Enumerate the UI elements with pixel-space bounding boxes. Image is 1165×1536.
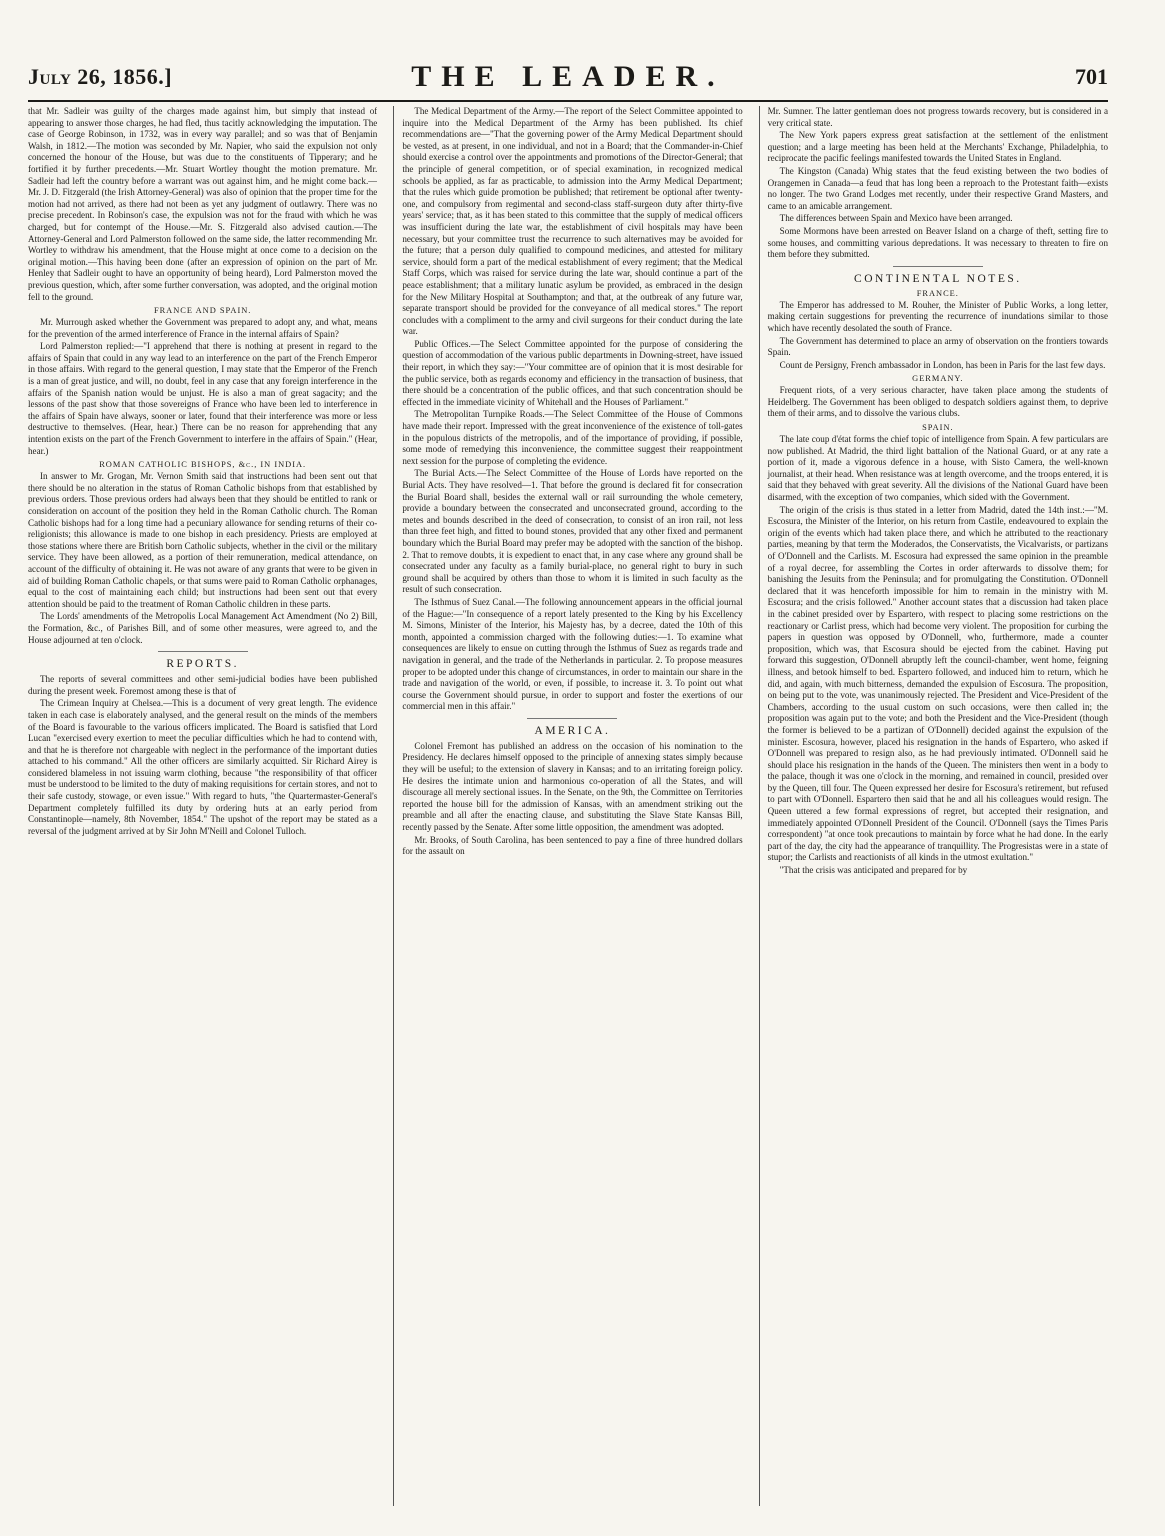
section-subheading: ROMAN CATHOLIC BISHOPS, &c., IN INDIA. — [99, 460, 307, 470]
article-paragraph: The New York papers express great satisfaction at the settlement of the enlistment question; and a large meeting has been held at the Merchants' Exchange, Philadelphia, to reciprocate the pacific feelings manifested towards the United States in England. — [767, 130, 1108, 164]
article-paragraph: Mr. Brooks, of South Carolina, has been sentenced to pay a fine of three hundred dollars for the assault on — [402, 834, 743, 857]
article-paragraph: Mr. Sumner. The latter gentleman does not progress towards recovery, but is considered in a very critical state. — [767, 106, 1108, 128]
article-paragraph: In answer to Mr. Grogan, Mr. Vernon Smith said that instructions had been sent out that there should be no alteration in the status of Roman Catholic bishops from that established by previous orders. Those previous orders had always been that they should be entitled to rank or consideration on account of the position they held in the Roman Catholic church. The Roman Catholic bishops had for a long time had a pecuniary allowance for sending returns of their co-religionists; this allowance is made to one bishop in each presidency. Priests are employed at those stations where there are British born Catholic subjects, whether in the civil or the military service. They have been allowed, as a portion of their remuneration, medical attendance, on account of the difficulty of obtaining it. He was not aware of any grants that were to be given in aid of building Roman Catholic chapels, or that sums were paid to Roman Catholic orphanages, equal to the cost of maintaining each child; but instructions had been sent out that every attention should be paid to the treatment of Roman Catholic children in these parts. — [28, 471, 378, 609]
issue-date: July 26, 1856.] — [28, 64, 173, 89]
article-paragraph: The origin of the crisis is thus stated in a letter from Madrid, dated the 14th inst.:—"M. Escosura, the Minister of the Interior, on his return from Castile, endeavoured to explain the origin of the events which had taken place there, and which he attributed to the reactionary parties, meaning by that term the Moderados, the Conservatists, the Vicalvarists, or partizans of O'Donnell and the Carlists. M. Escosura had expressed the same opinion in the preamble of a royal decree, for assembling the Cortes in order afterwards to dissolve them; for banishing the Jesuits from the Peninsula; and for promulgating the Constitution. O'Donnell declared that it was henceforth impossible for him to remain in the ministry with M. Escosura; and the crisis followed." Another account states that a discussion had taken place in the cabinet presided over by Espartero, with respect to placing some restrictions on the reactionary or Carlist press, which had become very violent. The proposition for curbing the papers in question was opposed by O'Donnell, who, furthermore, made a counter proposition, which was, that Escosura should be ejected from the cabinet. Having put forward this suggestion, O'Donnell abruptly left the council-chamber, went home, feigning illness, and betook himself to bed. Espartero followed, and induced him to return, which he did, and again, with much bitterness, demanded the expulsion of Escosura. The proposition, on being put to the vote, was unanimously rejected. The President and Vice-President of the Chambers, according to the usual custom on such occasions, were then called in; the proposition was again put to the vote; and both the President and the Vice-President (though the former is believed to be a partizan of O'Donnell) decided against the expulsion of the minister. Escosura, however, placed his resignation in the hands of Espartero, who asked if O'Donnell was prepared to resign also, as he had previously intimated. O'Donnell said he should place his resignation in the hands of the Queen. The ministers then went in a body to the palace, though it was one o'clock in the morning, and remained in council, presided over by the Queen, till four. The Queen expressed her desire for Escosura's retirement, but refused to part with O'Donnell. Espartero then said that he and all his colleagues would resign. The Queen uttered a few formal expressions of regret, but accepted their resignation, and immediately appointed O'Donnell President of the Council. O'Donnell (says the Times Paris correspondent) "at once took precautions to maintain by force what he had done. In the early part of the day, the city had the appearance of tranquillity. The Progresistas were in a state of stupor; the Carlists and reactionists of all kinds in the utmost exultation." — [767, 504, 1108, 863]
section-subheading: SPAIN. — [922, 423, 954, 433]
section-divider — [158, 651, 248, 652]
section-heading: AMERICA. — [534, 724, 611, 737]
column-2 — [393, 106, 742, 1506]
article-paragraph: The late coup d'état forms the chief topic of intelligence from Spain. A few particulars are now published. At Madrid, the third light battalion of the National Guard, or at any rate a portion of it, made a vigorous defence in a house, with Sisto Camera, the well-known journalist, at their head. When resistance was at length overcome, and the troops entered, it is said that they behaved with great severity. All the divisions of the National Guard have been disarmed, with the exception of two companies, which sided with the Government. — [767, 434, 1108, 503]
section-heading: REPORTS. — [166, 658, 239, 671]
section-subheading: GERMANY. — [912, 374, 964, 384]
article-paragraph: that Mr. Sadleir was guilty of the charges made against him, but simply that instead of appearing to answer those charges, he had fled, thus tacitly acknowledging the imputation. The case of George Robinson, in 1732, was in every way parallel; and so was that of Benjamin Walsh, in 1812.—The motion was seconded by Mr. Napier, who said the expulsion not only concerned the honour of the House, but was due to the constituents of Tipperary; and he fortified it by further precedents.—Mr. Stuart Wortley thought the motion premature. Mr. Sadleir had left the country before a warrant was out against him, and he might come back.—Mr. J. D. Fitzgerald (the Irish Attorney-General) was also of opinion that the proper time for the motion had not arrived, as there had not been as yet any judgment of outlawry. There was no precise precedent. In Robinson's case, the expulsion was not for the fraud with which he was charged, but for contempt of the House.—Mr. S. Fitzgerald also advised caution.—The Attorney-General and Lord Palmerston followed on the same side, the latter recommending Mr. Wortley to withdraw his amendment, that the House might at once come to a decision on the original motion.—This having been done (after an expression of opinion on the part of Mr. Henley that Sadleir ought to have an opportunity of being heard), Lord Palmerston moved the previous question, which, after some further conversation, was adopted, and the original motion fell to the ground. — [28, 106, 378, 302]
article-paragraph: The Lords' amendments of the Metropolis Local Management Act Amendment (No 2) Bill, the Formation, &c., of Parishes Bill, and of some other measures, were agreed to, and the House adjourned at ten o'clock. — [28, 611, 378, 645]
article-paragraph: Frequent riots, of a very serious character, have taken place among the students of Heidelberg. The Government has been obliged to despatch soldiers against them, to deprive them of their arms, and to dissolve the various clubs. — [767, 385, 1108, 419]
article-paragraph: The reports of several committees and other semi-judicial bodies have been published during the present week. Foremost among these is that of — [28, 674, 378, 696]
article-columns — [28, 106, 1108, 1506]
article-paragraph: The Metropolitan Turnpike Roads.—The Select Committee of the House of Commons have made their report. Impressed with the great inconvenience of the existence of toll-gates in the populous districts of the metropolis, and of the importance of providing, if possible, some mode of remedying this inconvenience, the committee suggest their reappointment next session for the purpose of completing the evidence. — [402, 409, 743, 466]
article-paragraph: The Burial Acts.—The Select Committee of the House of Lords have reported on the Burial Acts. They have resolved—1. That before the ground is declared fit for consecration the Burial Board shall, besides the external wall or rail surrounding the whole cemetery, provide a boundary between the consecrated and unconsecrated ground, according to the metes and bounds described in the deed of consecration, to consist of an iron rail, not less than three feet high, and fitted to bound stones, provided that any other fixed and permanent boundary which the Burial Board may prefer may be adopted with the sanction of the bishop. 2. That to remove doubts, it is expedient to enact that, in any case where any ground shall be consecrated under any faculty as a family burial-place, no general right to bury in such ground shall be acquired by others than those to whom it is limited in such faculty as the result of such consecration. — [402, 468, 743, 595]
article-paragraph: Mr. Murrough asked whether the Government was prepared to adopt any, and what, means for the prevention of the armed interference of France in the internal affairs of Spain? — [28, 317, 378, 339]
page-number: 701 — [1075, 64, 1108, 89]
column-3 — [759, 106, 1108, 1506]
newspaper-title: THE LEADER. — [411, 60, 725, 93]
article-paragraph: Count de Persigny, French ambassador in London, has been in Paris for the last few days. — [779, 359, 1106, 370]
column-1 — [28, 106, 377, 1506]
article-paragraph: The Emperor has addressed to M. Rouher, the Minister of Public Works, a long letter, making certain suggestions for preventing the recurrence of inundations similar to those which have recently desolated the south of France. — [767, 299, 1108, 333]
article-paragraph: The Medical Department of the Army.—The report of the Select Committee appointed to inquire into the Medical Department of the Army has been published. Its chief recommendations are—"That the governing power of the Army Medical Department should be vested, as at present, in one individual, and not in a Board; that the Commander-in-Chief should exercise a control over the appointments and promotions of the Director-General; that the principle of general competition, or of special examination, in recognized medical schools be applied, as far as practicable, to admission into the Army Medical Department; that the rules which guide promotion be published; that retirement be optional after twenty-one, and compulsory from regimental and second-class staff-surgeon duty after thirty-five years' service; that, as it has been stated to this committee that the supply of medical officers was insufficient during the late war, the establishment of civil hospitals may have been necessary, but your committee trust the recurrence to such alternatives may be avoided for the future; that a person duly qualified to compound medicines, and attested for military service, should form a part of the medical establishment of every regiment; that the Medical Staff Corps, which was raised for service during the late war, should continue a part of the peace establishment; that a military lunatic asylum be provided, as embraced in the design for the New Military Hospital at Southampton; and that, at the outbreak of any future war, separate transport should be provided for the conveyance of all medical stores." The report concludes with a compliment to the army and civil surgeons for their conduct during the late war. — [402, 106, 743, 337]
section-subheading: FRANCE. — [916, 288, 959, 298]
section-subheading: FRANCE AND SPAIN. — [153, 306, 252, 316]
article-paragraph: Public Offices.—The Select Committee appointed for the purpose of considering the question of accommodation of the various public departments in Downing-street, have issued their report, in which they say:—"Your committee are of opinion that it is most desirable for the public service, both as regards economy and efficiency in the transaction of business, that there should be a concentration of the public offices, and that such concentration should be effected in the immediate vicinity of Whitehall and the Houses of Parliament." — [402, 338, 743, 407]
section-heading: CONTINENTAL NOTES. — [854, 272, 1022, 285]
article-paragraph: Lord Palmerston replied:—"I apprehend that there is nothing at present in regard to the affairs of Spain that could in any way lead to an interference on the part of the French Emperor in those affairs. With regard to the general question, I may state that the Emperor of the French is a man of great justice, and will, no doubt, feel in any case that any foreign interference in the affairs of the Spanish nation would be unjust. He is also a man of great sagacity; and the lessons of the past show that those sovereigns of France who have been led to interference in the affairs of Spain have always, sooner or later, found that their interference was more or less destructive to themselves. (Hear, hear.) There can be no reason for apprehending that any intention exists on the part of the French Government to interfere in the affairs of Spain." (Hear, hear.) — [28, 341, 378, 456]
article-paragraph: The differences between Spain and Mexico have been arranged. — [779, 213, 1013, 224]
article-paragraph: The Government has determined to place an army of observation on the frontiers towards Spain. — [767, 335, 1108, 358]
article-paragraph: The Isthmus of Suez Canal.—The following announcement appears in the official journal of the Hague:—"In consequence of a report lately presented to the King by his Excellency M. Simons, Minister of the Interior, his Majesty has, by a decree, dated the 10th of this month, appointed a commission charged with the following duties:—1. To examine what consequences are likely to ensue on cutting through the Isthmus of Suez as regards trade and navigation in general, and the trade of the Netherlands in particular. 2. To propose measures proper to be adopted under this change of circumstances, in order to maintain our share in the trade and navigation of the world, or even, if possible, to increase it. 3. To point out what course the Government should pursue, in order to support and foster the exertions of our commercial men in this affair." — [402, 596, 743, 712]
section-divider — [527, 718, 617, 719]
article-paragraph: Colonel Fremont has published an address on the occasion of his nomination to the Presidency. He declares himself opposed to the principle of annexing states simply because they will be useful; to the extension of slavery in Kansas; and to an irritating foreign policy. He desires the intimate union and harmonious co-operation of all the States, and will discourage all merely sectional issues. In the Senate, on the 9th, the Committee on Territories reported the house bill for the admission of Kansas, with an amendment striking out the preamble and all after the enacting clause, and substituting the Slave State Kansas Bill, recently passed by the Senate. After some little opposition, the amendment was adopted. — [402, 740, 743, 833]
article-paragraph: The Crimean Inquiry at Chelsea.—This is a document of very great length. The evidence taken in each case is elaborately analysed, and the general result on the minds of the members of the Board is favourable to the various officers implicated. The Board is satisfied that Lord Lucan "exercised every exertion to meet the peculiar difficulties which he had to contend with, and that he is therefore not chargeable with neglect in the performance of the important duties attached to his command." All the other officers are similarly acquitted. Sir Richard Airey is considered blameless in not issuing warm clothing, because "the responsibility of that officer must be understood to be limited to the duty of making requisitions for certain stores, and not to their safe custody, stowage, or even issue." With regard to huts, "the Quartermaster-General's Department completely fulfilled its duty by ordering huts at an early period from Constantinople—namely, 8th November, 1854." The upshot of the report may be stated as a reversal of the judgment arrived at by Sir John M'Neill and Colonel Tulloch. — [28, 698, 378, 836]
article-paragraph: "That the crisis was anticipated and prepared for by — [779, 865, 968, 876]
section-divider — [893, 266, 983, 267]
article-paragraph: Some Mormons have been arrested on Beaver Island on a charge of theft, setting fire to some houses, and committing various depredations. It was necessary to threaten to fire on them before they submitted. — [767, 225, 1108, 260]
article-paragraph: The Kingston (Canada) Whig states that the feud existing between the two bodies of Orangemen in Canada—a feud that has long been a reproach to the Protestant faith—exists no longer. The two Grand Lodges met recently, under their respective Grand Masters, and came to an amicable arrangement. — [767, 165, 1108, 211]
masthead — [28, 60, 1108, 102]
